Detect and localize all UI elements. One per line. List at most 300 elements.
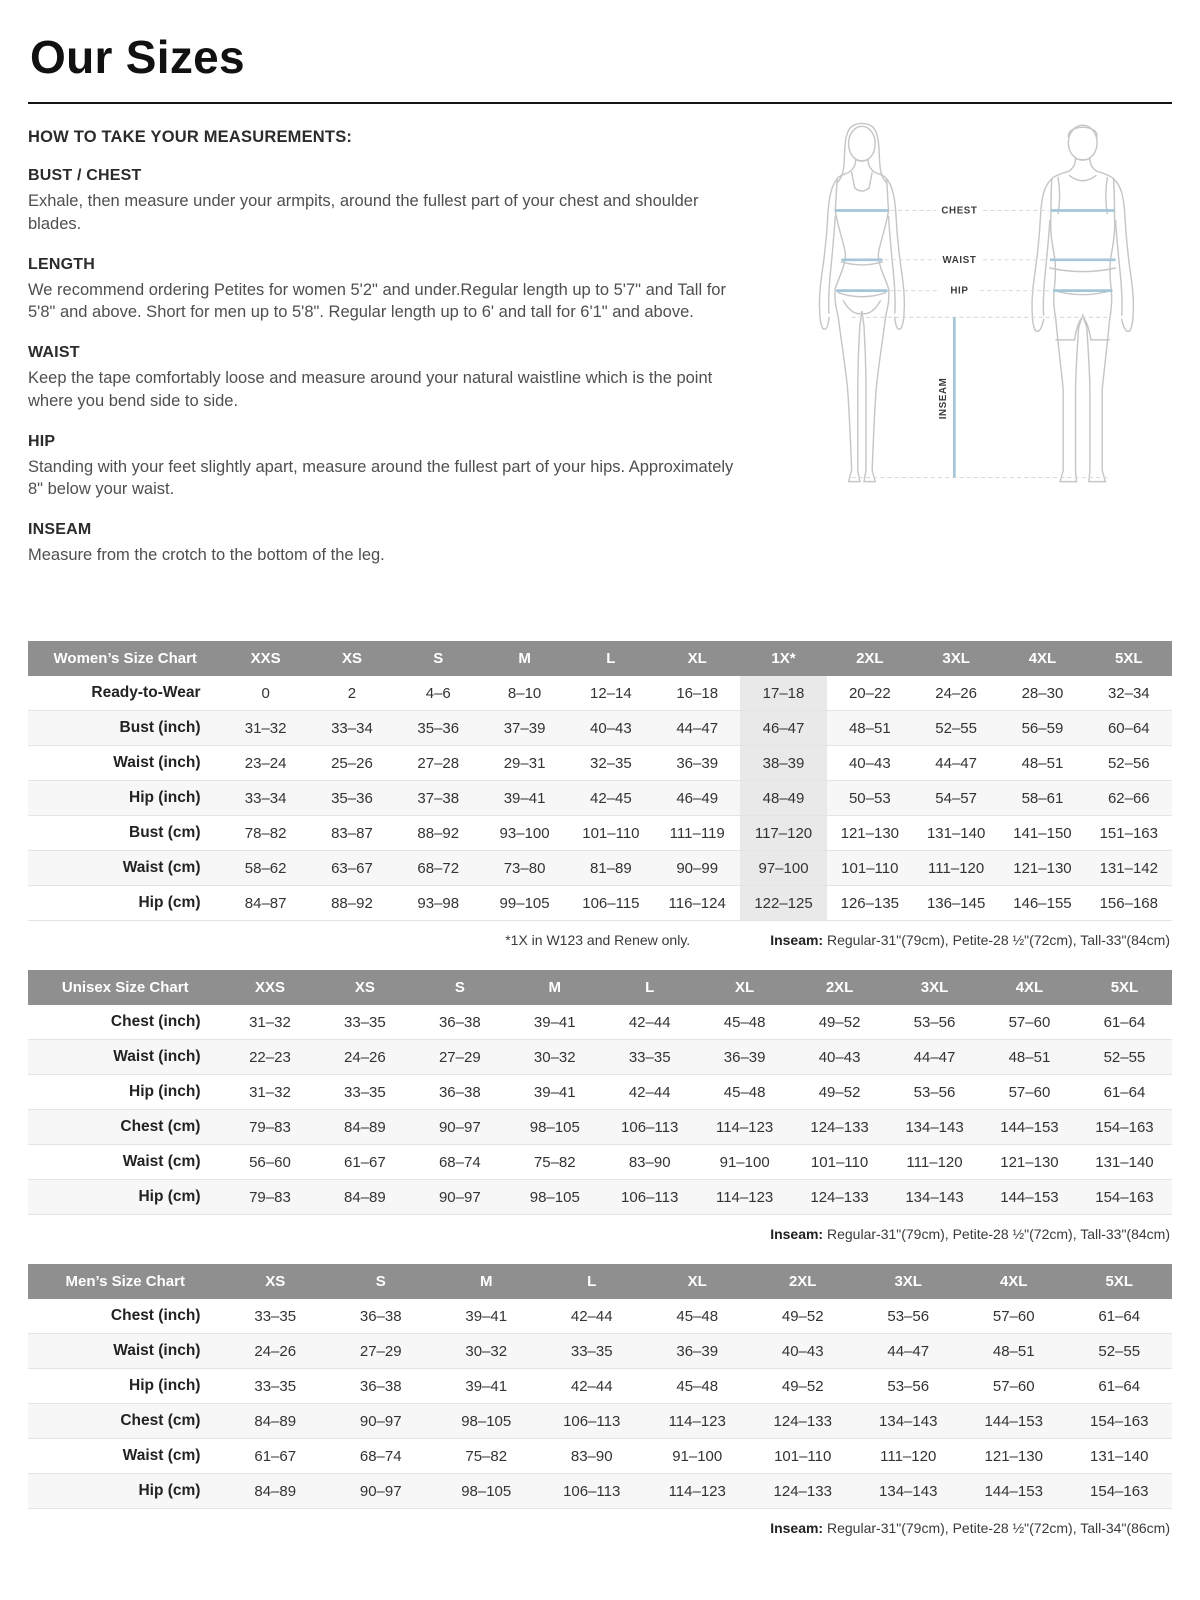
size-cell: 79–83 [249,1118,291,1136]
size-cell: 57–60 [1008,1083,1051,1101]
size-cell: 31–32 [249,1083,291,1101]
size-cell: 68–74 [438,1153,481,1171]
size-column-header: M [433,1264,539,1299]
section-title-inseam: INSEAM [28,521,92,539]
size-cell: 48–51 [1021,754,1064,772]
guide-lines [852,211,1109,478]
size-cell: 124–133 [773,1412,832,1430]
row-header: Chest (inch) [110,1307,201,1324]
size-cell: 12–14 [590,684,632,702]
size-cell: 124–133 [773,1482,832,1500]
size-cell: 121–130 [840,824,900,842]
size-cell: 93–98 [417,894,460,912]
size-cell: 98–105 [461,1482,512,1500]
size-cell: 46–47 [740,711,826,746]
size-cell: 53–56 [887,1377,930,1395]
section-body-bust-chest: Exhale, then measure under your armpits, around the fullest part of your chest and shoulder blades. [28,192,699,233]
body-measurement-figures [790,116,1170,609]
size-cell: 52–55 [935,719,977,737]
section-body-inseam: Measure from the crotch to the bottom of the leg. [28,546,385,565]
size-cell: 40–43 [818,1048,861,1066]
size-cell: 33–34 [244,789,287,807]
size-cell: 134–143 [879,1412,938,1430]
size-cell: 154–163 [1090,1482,1149,1500]
size-cell: 93–100 [499,824,550,842]
row-header: Hip (inch) [129,1083,201,1100]
size-cell: 24–26 [344,1048,386,1066]
size-cell: 124–133 [810,1118,869,1136]
size-cell: 32–35 [590,754,632,772]
size-cell: 35–36 [417,719,460,737]
table-row [28,1369,1172,1404]
size-cell: 121–130 [984,1447,1043,1465]
size-cell: 36–38 [438,1013,481,1031]
size-cell: 116–124 [668,894,726,912]
size-cell: 78–82 [244,824,287,842]
size-cell: 42–44 [628,1083,671,1101]
size-cell: 121–130 [1013,859,1072,877]
size-cell: 101–110 [774,1447,832,1465]
size-cell: 53–56 [913,1083,956,1101]
size-cell: 28–30 [1021,684,1064,702]
size-column-header: S [412,970,507,1005]
size-cell: 91–100 [719,1153,770,1171]
size-cell: 31–32 [249,1013,291,1031]
table-row [28,1005,1172,1040]
row-header: Hip (cm) [138,1188,201,1205]
size-cell: 63–67 [331,859,373,877]
size-cell: 106–115 [582,894,640,912]
size-column-header: 5XL [1066,1264,1172,1299]
size-cell: 60–64 [1107,719,1150,737]
size-cell: 156–168 [1099,894,1158,912]
size-cell: 23–24 [244,754,287,772]
size-cell: 33–35 [254,1307,297,1325]
size-cell: 61–64 [1098,1307,1141,1325]
section-body-length: We recommend ordering Petites for women 5'2" and under.Regular length up to 5'7" and Tall for 5'8" and above. Short for men up to 5'8". Regular length up to 6' and tall for 6'1" and above. [28,280,726,322]
size-cell: 84–89 [254,1412,297,1430]
size-cell: 39–41 [465,1307,508,1325]
table-title: Women’s Size Chart [28,641,222,676]
size-cell: 144–153 [984,1482,1043,1500]
table-row [28,851,1172,886]
size-cell: 114–123 [668,1412,726,1430]
size-cell: 126–135 [840,894,900,912]
size-cell: 75–82 [465,1447,508,1465]
size-charts [28,641,1172,1536]
section-title-waist: WAIST [28,344,80,362]
male-figure [1032,125,1133,481]
size-cell: 61–67 [344,1153,386,1171]
size-cell: 36–38 [438,1083,481,1101]
size-column-header: L [539,1264,645,1299]
table-title: Men’s Size Chart [28,1264,222,1299]
diagram-labels [938,206,977,420]
table-row [28,1075,1172,1110]
size-cell: 27–29 [438,1048,481,1066]
waist-label: WAIST [942,254,977,266]
table-row [28,711,1172,746]
table-row [28,1110,1172,1145]
size-column-header: 4XL [999,641,1085,676]
size-cell: 90–97 [359,1482,402,1500]
size-cell: 114–123 [715,1188,774,1206]
size-cell: 56–59 [1021,719,1064,737]
size-cell: 90–97 [438,1118,481,1136]
top-section [28,114,1172,619]
row-header: Chest (cm) [120,1412,201,1429]
size-column-header: 5XL [1077,970,1172,1005]
size-column-header: 1X* [740,641,826,676]
size-cell: 106–113 [563,1412,621,1430]
size-cell: 33–35 [628,1048,671,1066]
size-cell: 44–47 [913,1048,956,1066]
size-cell: 91–100 [672,1447,723,1465]
size-cell: 61–64 [1098,1377,1141,1395]
size-cell: 101–110 [582,824,640,842]
measurement-instructions [28,114,738,567]
size-cell: 37–39 [503,719,546,737]
size-cell: 24–26 [254,1342,297,1360]
size-cell: 144–153 [984,1412,1043,1430]
size-cell: 84–89 [254,1482,297,1500]
size-cell: 52–55 [1098,1342,1141,1360]
table-title: Unisex Size Chart [28,970,222,1005]
size-cell: 83–90 [570,1447,613,1465]
size-cell: 83–87 [331,824,373,842]
size-cell: 17–18 [740,676,826,711]
row-header: Bust (inch) [119,719,201,736]
size-cell: 48–49 [740,781,826,816]
size-cell: 39–41 [533,1083,576,1101]
size-cell: 42–44 [628,1013,671,1031]
size-cell: 45–48 [676,1377,719,1395]
size-cell: 40–43 [781,1342,824,1360]
size-cell: 141–150 [1013,824,1072,842]
size-cell: 32–34 [1107,684,1150,702]
size-cell: 40–43 [590,719,632,737]
size-cell: 101–110 [841,859,899,877]
size-cell: 25–26 [331,754,373,772]
size-cell: 49–52 [781,1307,824,1325]
female-figure [819,123,904,481]
size-column-header: XL [644,1264,750,1299]
section-title-bust-chest: BUST / CHEST [28,167,142,184]
size-column-header: 3XL [887,970,982,1005]
size-cell: 90–97 [359,1412,402,1430]
size-column-header: XL [654,641,740,676]
size-cell: 42–44 [570,1377,613,1395]
size-cell: 99–105 [499,894,550,912]
size-cell: 39–41 [533,1013,576,1031]
row-header: Waist (cm) [122,1153,201,1170]
unisex-size-table [28,970,1172,1215]
size-cell: 31–32 [244,719,287,737]
size-cell: 84–89 [344,1188,386,1206]
size-cell: 22–23 [249,1048,291,1066]
size-cell: 84–89 [344,1118,386,1136]
size-cell: 2 [347,684,357,702]
size-cell: 57–60 [992,1307,1035,1325]
size-cell: 39–41 [503,789,546,807]
size-cell: 98–105 [461,1412,512,1430]
measurement-lines [835,211,1115,478]
row-header: Hip (inch) [129,1377,201,1394]
size-cell: 83–90 [628,1153,671,1171]
size-cell: 154–163 [1090,1412,1149,1430]
size-column-header: S [395,641,481,676]
size-cell: 44–47 [676,719,719,737]
size-cell: 48–51 [992,1342,1035,1360]
size-column-header: L [602,970,697,1005]
size-cell: 88–92 [417,824,460,842]
size-cell: 111–119 [669,824,725,842]
row-header: Bust (cm) [129,824,201,841]
size-cell: 57–60 [1008,1013,1051,1031]
size-cell: 98–105 [529,1188,580,1206]
size-cell: 134–143 [905,1118,964,1136]
size-cell: 49–52 [781,1377,824,1395]
size-cell: 49–52 [818,1083,861,1101]
size-cell: 121–130 [1000,1153,1059,1171]
size-cell: 154–163 [1095,1118,1154,1136]
section-title-hip: HIP [28,432,56,450]
footnote: *1X in W123 and Renew only. [505,932,691,948]
size-cell: 24–26 [935,684,977,702]
size-cell: 48–51 [1008,1048,1051,1066]
size-cell: 50–53 [848,789,891,807]
size-column-header: M [481,641,567,676]
size-cell: 61–67 [254,1447,297,1465]
table-row [28,746,1172,781]
table-row [28,816,1172,851]
size-cell: 35–36 [331,789,373,807]
size-cell: 33–35 [344,1013,386,1031]
size-cell: 79–83 [249,1188,291,1206]
size-cell: 45–48 [676,1307,719,1325]
table-row [28,1040,1172,1075]
size-cell: 20–22 [848,684,891,702]
instructions-heading: HOW TO TAKE YOUR MEASUREMENTS: [28,128,353,146]
size-cell: 58–62 [244,859,287,877]
size-cell: 33–35 [254,1377,297,1395]
size-cell: 46–49 [676,789,719,807]
size-cell: 68–72 [417,859,460,877]
size-cell: 0 [261,684,270,702]
section-body-hip: Standing with your feet slightly apart, measure around the fullest part of your hips. Approximately 8" below your waist. [28,457,734,499]
size-column-header: 5XL [1086,641,1172,676]
row-header: Waist (inch) [113,754,201,771]
table-row [28,1439,1172,1474]
size-cell: 49–52 [818,1013,861,1031]
size-cell: 122–125 [740,886,826,921]
size-cell: 58–61 [1021,789,1064,807]
footnote: Inseam: Regular-31"(79cm), Petite-28 ½"(72cm), Tall-33"(84cm) [770,932,1170,948]
size-column-header: S [328,1264,434,1299]
size-cell: 33–35 [344,1083,386,1101]
size-cell: 106–113 [563,1482,621,1500]
size-cell: 45–48 [723,1013,766,1031]
size-column-header: 4XL [982,970,1077,1005]
table-row [28,1334,1172,1369]
size-cell: 88–92 [331,894,373,912]
inseam-label: INSEAM [938,377,950,420]
size-cell: 30–32 [465,1342,508,1360]
size-cell: 98–105 [529,1118,580,1136]
size-cell: 39–41 [465,1377,508,1395]
row-header: Chest (inch) [110,1013,201,1030]
size-cell: 124–133 [810,1188,869,1206]
size-cell: 111–120 [906,1153,963,1171]
footnote: Inseam: Regular-31"(79cm), Petite-28 ½"(72cm), Tall-33"(84cm) [770,1226,1170,1242]
size-column-header: XXS [222,970,317,1005]
table-row [28,886,1172,921]
chest-label: CHEST [941,205,978,217]
size-cell: 61–64 [1103,1013,1146,1031]
footnote: Inseam: Regular-31"(79cm), Petite-28 ½"(72cm), Tall-34"(86cm) [770,1520,1170,1536]
size-cell: 57–60 [992,1377,1035,1395]
size-column-header: M [507,970,602,1005]
size-cell: 90–99 [676,859,719,877]
row-header: Waist (inch) [113,1048,201,1065]
table-footnotes [30,932,1170,948]
size-cell: 38–39 [740,746,826,781]
row-header: Hip (cm) [138,1482,201,1499]
table-footnotes [30,1520,1170,1536]
size-cell: 114–123 [668,1482,726,1500]
size-column-header: XL [697,970,792,1005]
size-cell: 36–38 [359,1307,402,1325]
size-cell: 84–87 [244,894,287,912]
size-cell: 131–140 [1090,1447,1149,1465]
size-cell: 111–120 [880,1447,937,1465]
size-cell: 68–74 [359,1447,402,1465]
size-cell: 36–39 [676,754,719,772]
size-column-header: XS [309,641,395,676]
size-cell: 36–39 [676,1342,719,1360]
size-cell: 106–113 [621,1118,679,1136]
size-cell: 73–80 [503,859,546,877]
size-column-header: 2XL [750,1264,856,1299]
table-row [28,1180,1172,1215]
mens-size-chart-section [28,1264,1172,1536]
size-cell: 42–44 [570,1307,613,1325]
size-column-header: 2XL [827,641,913,676]
row-header: Waist (cm) [122,1447,201,1464]
table-footnotes [30,1226,1170,1242]
size-cell: 36–39 [723,1048,766,1066]
size-cell: 53–56 [913,1013,956,1031]
size-column-header: XS [317,970,412,1005]
size-cell: 97–100 [740,851,826,886]
size-cell: 81–89 [590,859,632,877]
row-header: Ready-to-Wear [91,684,201,701]
size-cell: 33–35 [570,1342,613,1360]
women-size-table [28,641,1172,921]
size-cell: 52–55 [1103,1048,1146,1066]
size-cell: 75–82 [533,1153,576,1171]
size-cell: 56–60 [249,1153,291,1171]
measurement-diagram [790,116,1170,609]
size-cell: 144–153 [1000,1118,1059,1136]
table-row [28,1404,1172,1439]
size-cell: 4–6 [425,684,451,702]
unisex-size-chart-section [28,970,1172,1242]
row-header: Hip (inch) [129,789,201,806]
hip-label: HIP [950,285,969,297]
size-cell: 136–145 [926,894,986,912]
size-cell: 151–163 [1099,824,1158,842]
size-column-header: XS [222,1264,328,1299]
size-cell: 27–29 [359,1342,402,1360]
size-cell: 154–163 [1095,1188,1154,1206]
size-cell: 117–120 [740,816,826,851]
row-header: Waist (inch) [113,1342,201,1359]
size-cell: 8–10 [507,684,542,702]
size-column-header: L [568,641,654,676]
table-row [28,1299,1172,1334]
size-cell: 44–47 [887,1342,930,1360]
table-row [28,781,1172,816]
size-cell: 42–45 [590,789,632,807]
row-header: Waist (cm) [122,859,201,876]
size-cell: 48–51 [848,719,891,737]
size-column-header: 4XL [961,1264,1067,1299]
size-cell: 45–48 [723,1083,766,1101]
size-cell: 106–113 [621,1188,679,1206]
size-cell: 53–56 [887,1307,930,1325]
size-cell: 54–57 [935,789,977,807]
row-header: Hip (cm) [138,894,201,911]
size-cell: 114–123 [715,1118,774,1136]
size-cell: 90–97 [438,1188,481,1206]
womens-size-chart-section [28,641,1172,948]
table-row [28,1474,1172,1509]
size-cell: 44–47 [935,754,977,772]
section-body-waist: Keep the tape comfortably loose and measure around your natural waistline which is the point where you bend side to side. [28,369,713,410]
size-cell: 27–28 [417,754,460,772]
size-column-header: XXS [222,641,308,676]
size-cell: 144–153 [1000,1188,1059,1206]
table-row [28,1145,1172,1180]
size-cell: 101–110 [810,1153,869,1171]
size-column-header: 3XL [913,641,999,676]
size-cell: 134–143 [905,1188,964,1206]
size-column-header: 3XL [855,1264,961,1299]
size-cell: 16–18 [676,684,719,702]
table-row [28,676,1172,711]
page-title: Our Sizes [30,31,245,83]
section-title-length: LENGTH [28,255,95,273]
size-cell: 37–38 [417,789,460,807]
size-cell: 30–32 [533,1048,576,1066]
size-cell: 62–66 [1107,789,1150,807]
title-divider [28,102,1172,104]
size-column-header: 2XL [792,970,887,1005]
size-cell: 131–142 [1099,859,1158,877]
size-cell: 29–31 [503,754,546,772]
size-cell: 36–38 [359,1377,402,1395]
men-size-table [28,1264,1172,1509]
size-cell: 52–56 [1107,754,1150,772]
size-cell: 146–155 [1013,894,1072,912]
size-cell: 131–140 [926,824,986,842]
size-cell: 33–34 [331,719,373,737]
size-cell: 40–43 [848,754,891,772]
size-cell: 111–120 [928,859,985,877]
size-cell: 61–64 [1103,1083,1146,1101]
size-cell: 134–143 [879,1482,938,1500]
